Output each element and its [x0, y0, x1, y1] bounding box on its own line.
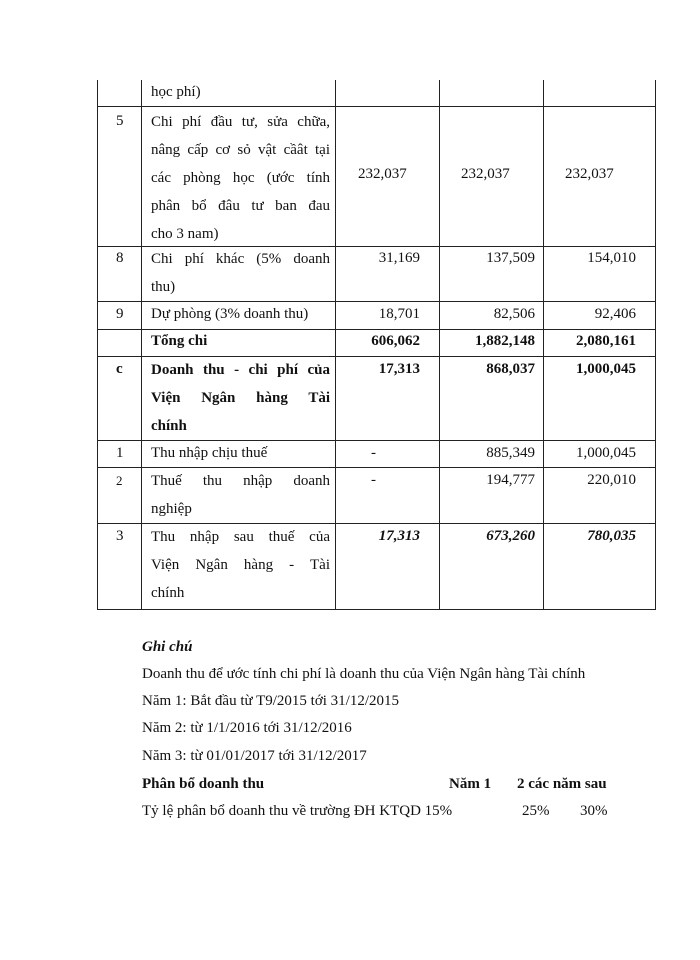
total-desc: Tổng chi	[151, 333, 208, 349]
alloc-header-later: 2 các năm sau	[517, 776, 607, 792]
row2-desc-1: Thuế thu nhập doanh	[151, 473, 330, 489]
total-v3: 2,080,161	[576, 333, 636, 349]
row3-v3: 780,035	[587, 528, 636, 544]
row8-desc-1: Chi phí khác (5% doanh	[151, 251, 330, 267]
notes-line-4: Năm 3: từ 01/01/2017 tới 31/12/2017	[142, 748, 367, 764]
total-v1: 606,062	[371, 333, 420, 349]
row5-desc-2: nâng cấp cơ sỏ vật cầât tại	[151, 142, 330, 158]
row9-v2: 82,506	[493, 306, 535, 322]
row8-no: 8	[116, 250, 124, 266]
row9-v1: 18,701	[378, 306, 420, 322]
row1-no: 1	[116, 445, 124, 461]
row8-desc-2: thu)	[151, 279, 176, 295]
row3-desc-3: chính	[151, 585, 185, 601]
row3-desc-2: Viện Ngân hàng - Tài	[151, 557, 330, 573]
row5-desc-5: cho 3 nam)	[151, 226, 219, 242]
row5-v3: 232,037	[565, 166, 614, 182]
ratio-year3: 30%	[580, 803, 608, 819]
row5-v1: 232,037	[358, 166, 407, 182]
rowc-v1: 17,313	[378, 361, 420, 377]
alloc-header-year1: Năm 1	[449, 776, 492, 792]
row3-no: 3	[116, 528, 124, 544]
row3-v1: 17,313	[378, 528, 420, 544]
notes-line-1: Doanh thu để ước tính chi phí là doanh thu của Viện Ngân hàng Tài chính	[142, 666, 586, 682]
notes-line-2: Năm 1: Bắt đầu từ T9/2015 tới 31/12/2015	[142, 693, 400, 709]
alloc-label: Phân bổ doanh thu	[142, 776, 265, 792]
row5-no: 5	[116, 113, 124, 129]
row3-v2: 673,260	[486, 528, 535, 544]
ratio-label: Tỷ lệ phân bổ doanh thu về trường ĐH KTQD 15%	[142, 803, 453, 819]
row8-v1: 31,169	[378, 250, 420, 266]
notes-title: Ghi chú	[142, 639, 193, 655]
total-v2: 1,882,148	[475, 333, 535, 349]
row2-desc-2: nghiệp	[151, 501, 192, 517]
rowc-desc-3: chính	[151, 418, 187, 434]
row5-desc-3: các phòng học (ước tính	[151, 170, 330, 186]
row8-v2: 137,509	[486, 250, 535, 266]
row9-desc: Dự phòng (3% doanh thu)	[151, 306, 309, 322]
rowc-v2: 868,037	[486, 361, 535, 377]
row1-v1: -	[371, 445, 376, 461]
row-cont-desc: học phí)	[151, 84, 201, 100]
rowc-desc-1: Doanh thu - chi phí của	[151, 362, 330, 378]
row9-no: 9	[116, 306, 124, 322]
row1-v2: 885,349	[486, 445, 535, 461]
ratio-year2: 25%	[522, 803, 550, 819]
row8-v3: 154,010	[587, 250, 636, 266]
row5-v2: 232,037	[461, 166, 510, 182]
rowc-v3: 1,000,045	[576, 361, 636, 377]
row1-v3: 1,000,045	[576, 445, 636, 461]
row3-desc-1: Thu nhập sau thuế của	[151, 529, 330, 545]
notes-line-3: Năm 2: từ 1/1/2016 tới 31/12/2016	[142, 720, 352, 736]
row2-v3: 220,010	[587, 472, 636, 488]
row2-v1: -	[371, 472, 376, 488]
rowc-desc-2: Viện Ngân hàng Tài	[151, 390, 330, 406]
row9-v3: 92,406	[594, 306, 636, 322]
row2-v2: 194,777	[486, 472, 535, 488]
row5-desc-1: Chi phí đầu tư, sửa chữa,	[151, 114, 330, 130]
row5-desc-4: phân bổ đâu tư ban đau	[151, 198, 330, 214]
row1-desc: Thu nhập chịu thuế	[151, 445, 268, 461]
row2-no: 2	[116, 473, 123, 488]
rowc-no: c	[116, 361, 123, 377]
